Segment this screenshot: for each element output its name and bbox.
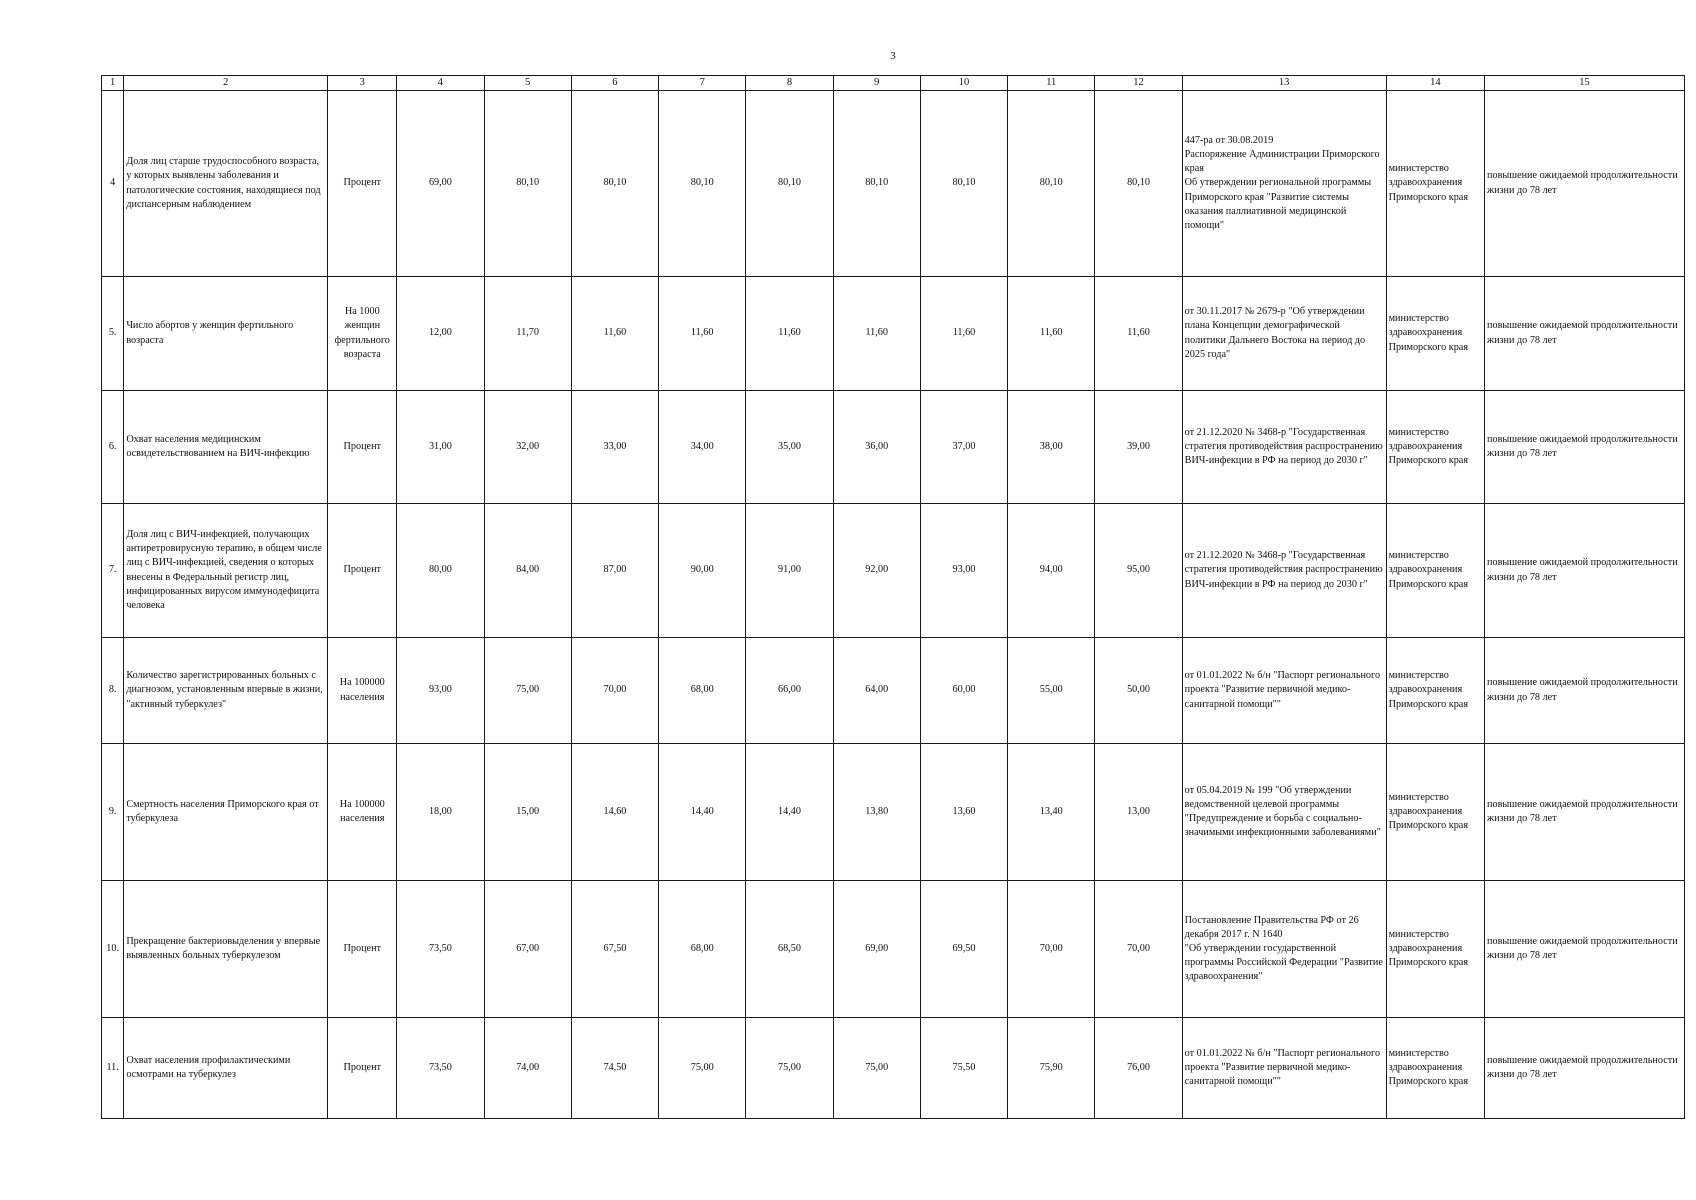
responsible-body: министерство здравоохранения Приморского края bbox=[1386, 638, 1484, 744]
indicator-value: 73,50 bbox=[397, 1018, 484, 1119]
indicator-value: 93,00 bbox=[920, 504, 1007, 638]
indicator-value: 87,00 bbox=[571, 504, 658, 638]
indicator-value: 68,50 bbox=[746, 881, 833, 1018]
indicator-value: 74,50 bbox=[571, 1018, 658, 1119]
indicator-value: 11,70 bbox=[484, 277, 571, 391]
indicator-value: 64,00 bbox=[833, 638, 920, 744]
indicator-value: 11,60 bbox=[659, 277, 746, 391]
indicator-value: 93,00 bbox=[397, 638, 484, 744]
indicator-value: 76,00 bbox=[1095, 1018, 1182, 1119]
indicator-value: 37,00 bbox=[920, 391, 1007, 504]
expected-result: повышение ожидаемой продолжительности жизни до 78 лет bbox=[1485, 91, 1685, 277]
indicator-value: 75,90 bbox=[1008, 1018, 1095, 1119]
table-row bbox=[102, 1018, 1685, 1119]
indicator-value: 73,50 bbox=[397, 881, 484, 1018]
indicator-value: 80,10 bbox=[484, 91, 571, 277]
indicator-value: 95,00 bbox=[1095, 504, 1182, 638]
row-number: 11. bbox=[102, 1018, 124, 1119]
source-document: от 01.01.2022 № б/н "Паспорт регионального проекта "Развитие первичной медико-санитарной помощи"" bbox=[1182, 1018, 1386, 1119]
source-document: от 21.12.2020 № 3468-р "Государственная стратегия противодействия распространению ВИЧ-инфекции в РФ на период до 2030 г" bbox=[1182, 391, 1386, 504]
indicator-value: 91,00 bbox=[746, 504, 833, 638]
column-number: 8 bbox=[746, 76, 833, 91]
indicator-value: 92,00 bbox=[833, 504, 920, 638]
column-number: 3 bbox=[328, 76, 397, 91]
indicator-value: 11,60 bbox=[833, 277, 920, 391]
column-number: 10 bbox=[920, 76, 1007, 91]
indicator-value: 69,00 bbox=[833, 881, 920, 1018]
column-number-row bbox=[102, 76, 1685, 91]
table-row bbox=[102, 277, 1685, 391]
indicator-name: Количество зарегистрированных больных с диагнозом, установленным впервые в жизни, "активный туберкулез" bbox=[124, 638, 328, 744]
expected-result: повышение ожидаемой продолжительности жизни до 78 лет bbox=[1485, 881, 1685, 1018]
indicator-value: 13,00 bbox=[1095, 744, 1182, 881]
indicator-value: 14,60 bbox=[571, 744, 658, 881]
indicator-value: 39,00 bbox=[1095, 391, 1182, 504]
indicator-value: 80,10 bbox=[833, 91, 920, 277]
indicator-value: 11,60 bbox=[1008, 277, 1095, 391]
indicator-name: Доля лиц старше трудоспособного возраста, у которых выявлены заболевания и патологические состояния, находящиеся под диспансерным наблюдением bbox=[124, 91, 328, 277]
column-number: 12 bbox=[1095, 76, 1182, 91]
indicator-value: 11,60 bbox=[920, 277, 1007, 391]
responsible-body: министерство здравоохранения Приморского края bbox=[1386, 504, 1484, 638]
indicator-value: 69,00 bbox=[397, 91, 484, 277]
indicator-value: 70,00 bbox=[571, 638, 658, 744]
indicator-value: 31,00 bbox=[397, 391, 484, 504]
indicator-name: Смертность населения Приморского края от туберкулеза bbox=[124, 744, 328, 881]
indicator-value: 75,00 bbox=[484, 638, 571, 744]
indicator-value: 75,00 bbox=[746, 1018, 833, 1119]
indicator-name: Охват населения медицинским освидетельствованием на ВИЧ-инфекцию bbox=[124, 391, 328, 504]
indicator-value: 50,00 bbox=[1095, 638, 1182, 744]
indicator-value: 14,40 bbox=[746, 744, 833, 881]
column-number: 5 bbox=[484, 76, 571, 91]
source-document: от 05.04.2019 № 199 "Об утверждении ведомственной целевой программы "Предупреждение и борьба с социально-значимыми инфекционными заболеваниями" bbox=[1182, 744, 1386, 881]
column-number: 9 bbox=[833, 76, 920, 91]
source-document: от 30.11.2017 № 2679-р "Об утверждении плана Концепции демографической политики Дальнего Востока на период до 2025 года" bbox=[1182, 277, 1386, 391]
column-number: 1 bbox=[102, 76, 124, 91]
column-number: 14 bbox=[1386, 76, 1484, 91]
table-row bbox=[102, 638, 1685, 744]
indicator-value: 13,40 bbox=[1008, 744, 1095, 881]
row-number: 7. bbox=[102, 504, 124, 638]
unit-of-measure: На 100000 населения bbox=[328, 744, 397, 881]
indicator-value: 32,00 bbox=[484, 391, 571, 504]
column-number: 4 bbox=[397, 76, 484, 91]
indicator-value: 38,00 bbox=[1008, 391, 1095, 504]
row-number: 10. bbox=[102, 881, 124, 1018]
expected-result: повышение ожидаемой продолжительности жизни до 78 лет bbox=[1485, 744, 1685, 881]
indicator-value: 13,60 bbox=[920, 744, 1007, 881]
indicator-value: 11,60 bbox=[746, 277, 833, 391]
indicator-value: 12,00 bbox=[397, 277, 484, 391]
indicator-value: 75,00 bbox=[659, 1018, 746, 1119]
indicator-value: 15,00 bbox=[484, 744, 571, 881]
indicator-value: 75,00 bbox=[833, 1018, 920, 1119]
row-number: 4 bbox=[102, 91, 124, 277]
indicator-value: 11,60 bbox=[571, 277, 658, 391]
indicator-value: 36,00 bbox=[833, 391, 920, 504]
column-number: 11 bbox=[1008, 76, 1095, 91]
column-number: 13 bbox=[1182, 76, 1386, 91]
unit-of-measure: Процент bbox=[328, 881, 397, 1018]
indicator-value: 80,10 bbox=[1008, 91, 1095, 277]
indicator-name: Прекращение бактериовыделения у впервые выявленных больных туберкулезом bbox=[124, 881, 328, 1018]
column-number: 15 bbox=[1485, 76, 1685, 91]
indicator-value: 66,00 bbox=[746, 638, 833, 744]
indicators-table bbox=[101, 75, 1685, 1119]
table-row bbox=[102, 504, 1685, 638]
indicator-value: 14,40 bbox=[659, 744, 746, 881]
source-document: от 21.12.2020 № 3468-р "Государственная стратегия противодействия распространению ВИЧ-инфекции в РФ на период до 2030 г" bbox=[1182, 504, 1386, 638]
indicator-value: 18,00 bbox=[397, 744, 484, 881]
indicator-value: 80,00 bbox=[397, 504, 484, 638]
column-number: 7 bbox=[659, 76, 746, 91]
row-number: 8. bbox=[102, 638, 124, 744]
unit-of-measure: На 1000 женщин фертильного возраста bbox=[328, 277, 397, 391]
expected-result: повышение ожидаемой продолжительности жизни до 78 лет bbox=[1485, 504, 1685, 638]
indicator-value: 80,10 bbox=[1095, 91, 1182, 277]
responsible-body: министерство здравоохранения Приморского края bbox=[1386, 277, 1484, 391]
column-number: 6 bbox=[571, 76, 658, 91]
indicator-value: 60,00 bbox=[920, 638, 1007, 744]
unit-of-measure: Процент bbox=[328, 391, 397, 504]
indicator-value: 75,50 bbox=[920, 1018, 1007, 1119]
column-number: 2 bbox=[124, 76, 328, 91]
indicator-value: 94,00 bbox=[1008, 504, 1095, 638]
indicator-value: 67,50 bbox=[571, 881, 658, 1018]
indicator-value: 67,00 bbox=[484, 881, 571, 1018]
indicator-value: 84,00 bbox=[484, 504, 571, 638]
unit-of-measure: Процент bbox=[328, 504, 397, 638]
indicator-value: 80,10 bbox=[659, 91, 746, 277]
indicator-value: 13,80 bbox=[833, 744, 920, 881]
table-row bbox=[102, 744, 1685, 881]
indicator-value: 90,00 bbox=[659, 504, 746, 638]
unit-of-measure: Процент bbox=[328, 1018, 397, 1119]
indicator-value: 34,00 bbox=[659, 391, 746, 504]
expected-result: повышение ожидаемой продолжительности жизни до 78 лет bbox=[1485, 1018, 1685, 1119]
expected-result: повышение ожидаемой продолжительности жизни до 78 лет bbox=[1485, 638, 1685, 744]
responsible-body: министерство здравоохранения Приморского края bbox=[1386, 1018, 1484, 1119]
indicator-value: 80,10 bbox=[746, 91, 833, 277]
indicator-value: 55,00 bbox=[1008, 638, 1095, 744]
table-row bbox=[102, 91, 1685, 277]
indicator-name: Число абортов у женщин фертильного возраста bbox=[124, 277, 328, 391]
indicator-value: 11,60 bbox=[1095, 277, 1182, 391]
row-number: 5. bbox=[102, 277, 124, 391]
indicator-value: 68,00 bbox=[659, 638, 746, 744]
responsible-body: министерство здравоохранения Приморского края bbox=[1386, 391, 1484, 504]
expected-result: повышение ожидаемой продолжительности жизни до 78 лет bbox=[1485, 277, 1685, 391]
row-number: 9. bbox=[102, 744, 124, 881]
table-row bbox=[102, 391, 1685, 504]
source-document: 447-ра от 30.08.2019 Распоряжение Администрации Приморского края Об утверждении региональной программы Приморского края "Развитие системы оказания паллиативной медицинской помощи" bbox=[1182, 91, 1386, 277]
indicator-value: 80,10 bbox=[920, 91, 1007, 277]
indicator-value: 80,10 bbox=[571, 91, 658, 277]
indicator-value: 35,00 bbox=[746, 391, 833, 504]
page-number: 3 bbox=[890, 50, 896, 62]
indicator-name: Доля лиц с ВИЧ-инфекцией, получающих антиретровирусную терапию, в общем числе лиц с ВИЧ-инфекцией, сведения о которых внесены в Федеральный регистр лиц, инфицированных вирусом иммунодефицита человека bbox=[124, 504, 328, 638]
source-document: Постановление Правительства РФ от 26 декабря 2017 г. N 1640 "Об утверждении государственной программы Российской Федерации "Развитие здравоохранения" bbox=[1182, 881, 1386, 1018]
row-number: 6. bbox=[102, 391, 124, 504]
indicator-value: 70,00 bbox=[1095, 881, 1182, 1018]
unit-of-measure: На 100000 населения bbox=[328, 638, 397, 744]
responsible-body: министерство здравоохранения Приморского края bbox=[1386, 91, 1484, 277]
responsible-body: министерство здравоохранения Приморского края bbox=[1386, 881, 1484, 1018]
expected-result: повышение ожидаемой продолжительности жизни до 78 лет bbox=[1485, 391, 1685, 504]
indicator-value: 74,00 bbox=[484, 1018, 571, 1119]
indicator-value: 68,00 bbox=[659, 881, 746, 1018]
table-row bbox=[102, 881, 1685, 1018]
indicator-value: 33,00 bbox=[571, 391, 658, 504]
indicator-name: Охват населения профилактическими осмотрами на туберкулез bbox=[124, 1018, 328, 1119]
indicator-value: 70,00 bbox=[1008, 881, 1095, 1018]
unit-of-measure: Процент bbox=[328, 91, 397, 277]
indicator-value: 69,50 bbox=[920, 881, 1007, 1018]
source-document: от 01.01.2022 № б/н "Паспорт регионального проекта "Развитие первичной медико-санитарной помощи"" bbox=[1182, 638, 1386, 744]
responsible-body: министерство здравоохранения Приморского края bbox=[1386, 744, 1484, 881]
